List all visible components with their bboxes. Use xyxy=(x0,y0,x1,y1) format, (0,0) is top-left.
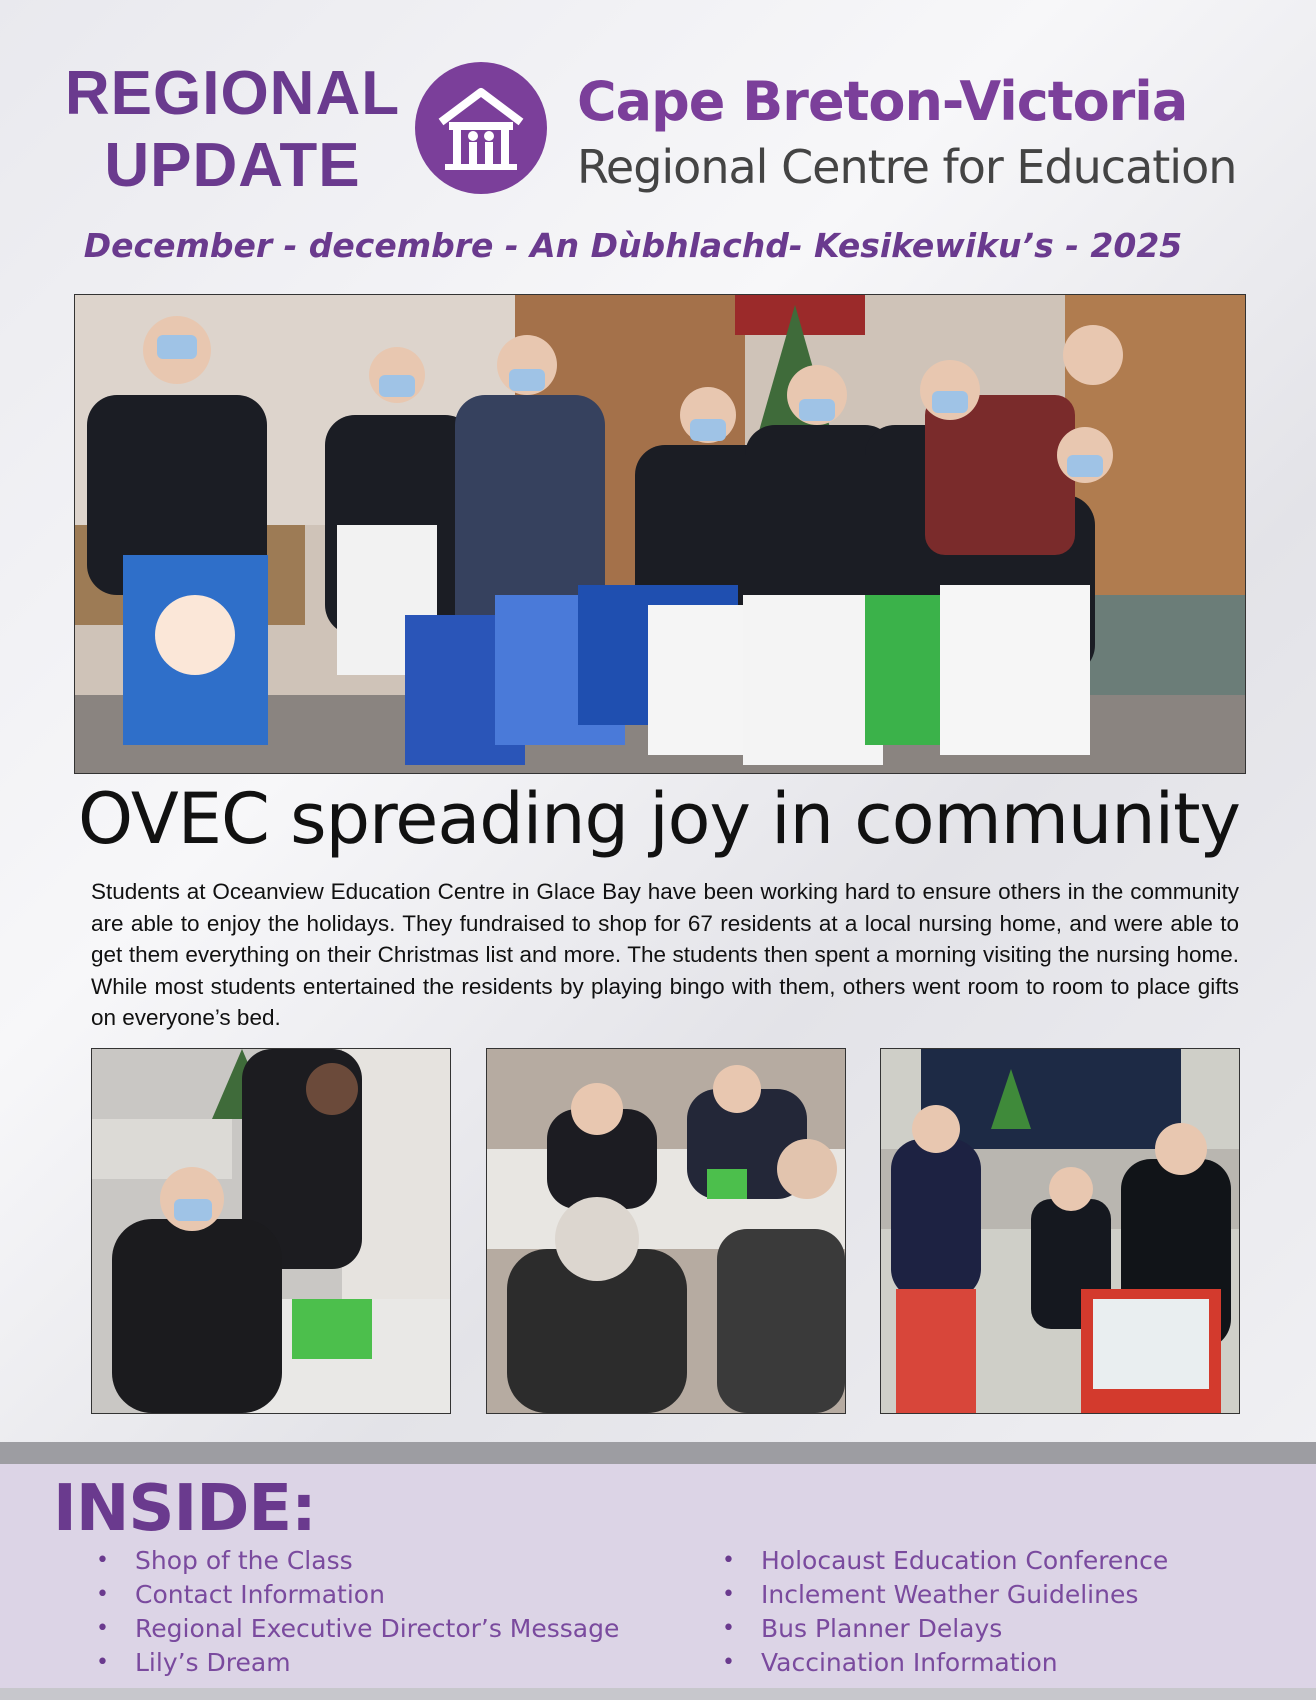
school-building-logo-icon xyxy=(415,62,547,194)
students-with-gift-bags-photo xyxy=(74,294,1246,774)
student-playing-bingo-photo xyxy=(91,1048,451,1414)
footer-divider xyxy=(0,1688,1316,1700)
list-item: • Inclement Weather Guidelines xyxy=(722,1580,1139,1609)
inside-list-right xyxy=(722,1544,1168,1680)
list-item: • Contact Information xyxy=(96,1580,385,1609)
list-item: • Holocaust Education Conference xyxy=(722,1546,1169,1575)
organization-subtitle: Regional Centre for Education xyxy=(577,140,1237,194)
inside-list-left xyxy=(96,1544,619,1680)
students-with-bingo-machine-photo xyxy=(880,1048,1240,1414)
residents-playing-bingo-photo xyxy=(486,1048,846,1414)
inside-title: INSIDE: xyxy=(53,1472,316,1546)
newsletter-header xyxy=(0,0,1316,290)
story-body: Students at Oceanview Education Centre in Glace Bay have been working hard to ensure others in the community are able to enjoy the holidays. They fundraised to shop for 67 residents at a local nursing home, and were able to get them everything on their Christmas list and more. The students then spent a morning visiting the nursing home. While most students entertained the residents by playing bingo with them, others went room to room to place gifts on everyone’s bed. xyxy=(91,879,1239,1030)
section-divider xyxy=(0,1442,1316,1464)
issue-date: December - decembre - An Dùbhlachd- Kesikewiku’s - 2025 xyxy=(83,226,1183,265)
regional-update-line2: UPDATE xyxy=(104,131,361,200)
list-item: • Lily’s Dream xyxy=(96,1648,291,1677)
story-headline: OVEC spreading joy in community xyxy=(78,778,1240,860)
regional-update-title xyxy=(60,58,405,202)
organization-name: Cape Breton-Victoria xyxy=(577,70,1188,133)
inside-contents xyxy=(0,1464,1316,1688)
list-item: • Bus Planner Delays xyxy=(722,1614,1003,1643)
list-item: • Shop of the Class xyxy=(96,1546,353,1575)
list-item: • Vaccination Information xyxy=(722,1648,1058,1677)
list-item: • Regional Executive Director’s Message xyxy=(96,1614,620,1643)
regional-update-line1: REGIONAL xyxy=(64,59,401,128)
